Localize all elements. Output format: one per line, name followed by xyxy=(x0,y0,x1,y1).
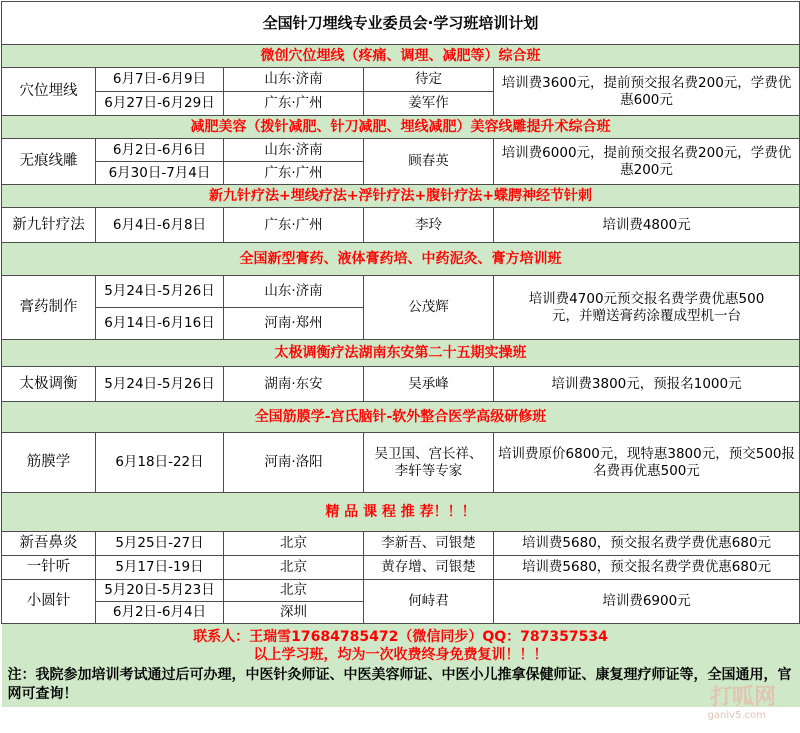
teacher-cell: 吴卫国、宫长祥、李轩等专家 xyxy=(364,433,494,493)
date-cell: 6月27日-6月29日 xyxy=(96,92,224,116)
location-cell: 山东·济南 xyxy=(224,276,364,308)
date-cell: 5月17日-19日 xyxy=(96,556,224,580)
location-cell: 北京 xyxy=(224,580,364,602)
course-name: 太极调衡 xyxy=(2,367,96,402)
location-cell: 河南·郑州 xyxy=(224,308,364,340)
teacher-cell: 姜军作 xyxy=(364,92,494,116)
teacher-cell: 公茂辉 xyxy=(364,276,494,340)
course-name: 筋膜学 xyxy=(2,433,96,493)
teacher-cell: 李新吾、司银楚 xyxy=(364,532,494,556)
fee-cell: 培训费3800元，预报名1000元 xyxy=(494,367,800,402)
section-header: 全国新型膏药、液体膏药培、中药泥灸、膏方培训班 xyxy=(2,243,800,276)
course-name: 膏药制作 xyxy=(2,276,96,340)
fee-cell: 培训费4800元 xyxy=(494,208,800,243)
location-cell: 北京 xyxy=(224,532,364,556)
location-cell: 山东·济南 xyxy=(224,139,364,162)
teacher-cell: 顾春英 xyxy=(364,139,494,185)
retake-line: 以上学习班，均为一次收费终身免费复训！！！ xyxy=(253,647,548,663)
fee-cell: 培训费原价6800元，现特惠3800元，预交500报名费再优惠500元 xyxy=(494,433,800,493)
teacher-cell: 黄存增、司银楚 xyxy=(364,556,494,580)
location-cell: 广东·广州 xyxy=(224,208,364,243)
date-cell: 6月14日-6月16日 xyxy=(96,308,224,340)
location-cell: 山东·济南 xyxy=(224,68,364,92)
course-name: 穴位埋线 xyxy=(2,68,96,116)
section-header: 新九针疗法+埋线疗法+浮针疗法+腹针疗法+蝶腭神经节针刺 xyxy=(2,185,800,208)
location-cell: 湖南·东安 xyxy=(224,367,364,402)
section-header: 减肥美容（拨针减肥、针刀减肥、埋线减肥）美容线雕提升术综合班 xyxy=(2,116,800,139)
location-cell: 北京 xyxy=(224,556,364,580)
course-name: 一针听 xyxy=(2,556,96,580)
training-schedule-table xyxy=(1,1,800,707)
page-title: 全国针刀埋线专业委员会·学习班培训计划 xyxy=(2,2,800,45)
contact-line: 联系人：王瑞雪17684785472（微信同步）QQ：787357534 xyxy=(193,629,608,645)
course-name: 无痕线雕 xyxy=(2,139,96,185)
fee-cell: 培训费3600元，提前预交报名费200元，学费优惠600元 xyxy=(494,68,800,116)
section-header: 精 品 课 程 推 荐！！！ xyxy=(2,493,800,532)
date-cell: 5月24日-5月26日 xyxy=(96,367,224,402)
date-cell: 6月4日-6月8日 xyxy=(96,208,224,243)
location-cell: 深圳 xyxy=(224,602,364,624)
fee-cell: 培训费5680，预交报名费学费优惠680元 xyxy=(494,556,800,580)
date-cell: 6月18日-22日 xyxy=(96,433,224,493)
location-cell: 广东·广州 xyxy=(224,162,364,185)
location-cell: 河南·洛阳 xyxy=(224,433,364,493)
fee-cell: 培训费6000元，提前预交报名费200元，学费优惠200元 xyxy=(494,139,800,185)
course-name: 小圆针 xyxy=(2,580,96,624)
teacher-cell: 吴承峰 xyxy=(364,367,494,402)
teacher-cell: 何峙君 xyxy=(364,580,494,624)
section-header: 全国筋膜学-宫氏脑针-软外整合医学高级研修班 xyxy=(2,402,800,433)
date-cell: 5月25日-27日 xyxy=(96,532,224,556)
course-name: 新吾鼻炎 xyxy=(2,532,96,556)
date-cell: 6月2日-6月4日 xyxy=(96,602,224,624)
fee-cell: 培训费5680，预交报名费学费优惠680元 xyxy=(494,532,800,556)
teacher-cell: 李玲 xyxy=(364,208,494,243)
location-cell: 广东·广州 xyxy=(224,92,364,116)
course-name: 新九针疗法 xyxy=(2,208,96,243)
section-header: 太极调衡疗法湖南东安第二十五期实操班 xyxy=(2,340,800,367)
date-cell: 5月24日-5月26日 xyxy=(96,276,224,308)
date-cell: 6月30日-7月4日 xyxy=(96,162,224,185)
certificate-note: 注：我院参加培训考试通过后可办理，中医针灸师证、中医美容师证、中医小儿推拿保健师证、康复理疗师证等，全国通用，官网可查询！ xyxy=(2,664,800,707)
contact-info xyxy=(2,624,800,665)
section-header: 微创穴位埋线（疼痛、调理、减肥等）综合班 xyxy=(2,45,800,68)
fee-cell: 培训费6900元 xyxy=(494,580,800,624)
teacher-cell: 待定 xyxy=(364,68,494,92)
date-cell: 6月2日-6月6日 xyxy=(96,139,224,162)
date-cell: 6月7日-6月9日 xyxy=(96,68,224,92)
fee-cell: 培训费4700元预交报名费学费优惠500元，并赠送膏药涂覆成型机一台 xyxy=(494,276,800,340)
watermark-logo: 打呱网 xyxy=(709,685,776,710)
watermark-url: ganlv5.com xyxy=(707,710,766,721)
date-cell: 5月20日-5月23日 xyxy=(96,580,224,602)
